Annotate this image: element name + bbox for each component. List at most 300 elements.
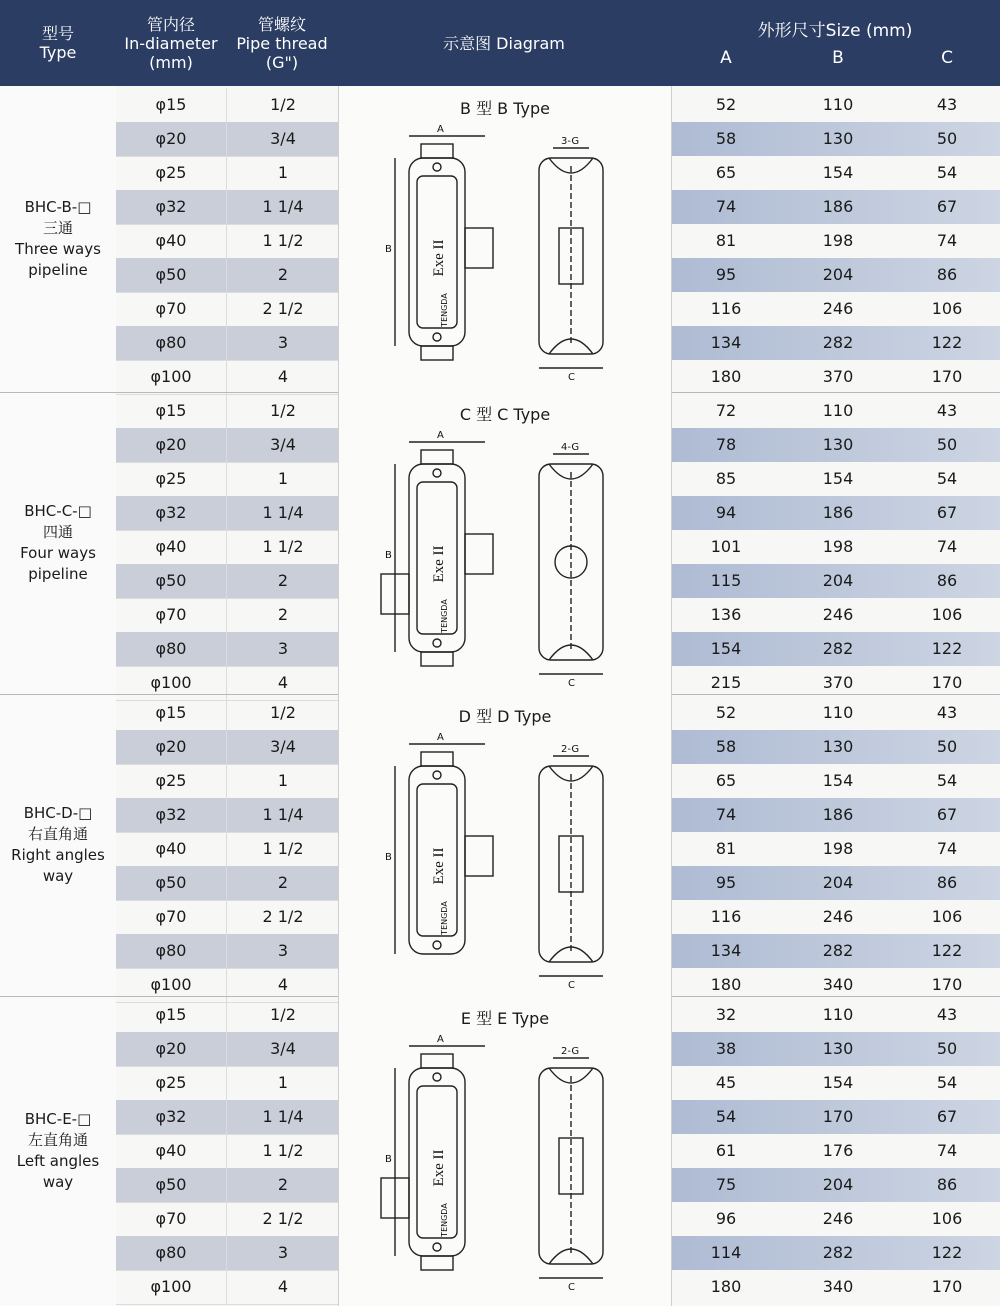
size-b-cell: 130 (822, 129, 854, 148)
diameter-cell: φ50 (116, 866, 226, 901)
diameter-cell: φ70 (116, 900, 226, 935)
size-row (670, 598, 1000, 632)
diameter-cell: φ25 (116, 462, 226, 497)
diameter-cell: φ20 (116, 1032, 226, 1067)
size-a-cell: 115 (710, 571, 742, 590)
diameter-cell: φ15 (116, 696, 226, 731)
size-b-cell: 246 (822, 907, 854, 926)
dim-g-label: 4-G (561, 442, 580, 453)
header-thread-unit: (G") (265, 52, 299, 72)
fitting-drawing (339, 86, 671, 392)
diameter-cell: φ15 (116, 998, 226, 1033)
size-a-cell: 101 (710, 537, 742, 556)
size-a-cell: 180 (710, 1277, 742, 1296)
size-b-cell: 282 (822, 639, 854, 658)
table-row (116, 1168, 338, 1202)
diameter-cell: φ15 (116, 88, 226, 123)
thread-cell: 1 1/2 (226, 1134, 339, 1169)
table-row (116, 564, 338, 598)
header-diameter-unit: (mm) (149, 52, 193, 72)
size-a-cell: 114 (710, 1243, 742, 1262)
size-a-cell: 78 (715, 435, 737, 454)
size-a-cell: 154 (710, 639, 742, 658)
header-col-b: B (832, 48, 844, 68)
size-row (670, 730, 1000, 764)
type-label: Four ways (20, 544, 96, 562)
diameter-cell: φ100 (116, 666, 226, 701)
size-row (670, 428, 1000, 462)
size-a-cell: 65 (715, 771, 737, 790)
size-row (670, 866, 1000, 900)
table-row (116, 258, 338, 292)
size-c-cell: 54 (936, 771, 958, 790)
brand-label: TENGDA (440, 599, 449, 633)
size-c-cell: 106 (931, 907, 963, 926)
size-b-cell: 282 (822, 1243, 854, 1262)
front-view (381, 430, 493, 666)
size-c-cell: 106 (931, 605, 963, 624)
table-row (116, 1236, 338, 1270)
type-label: 三通 (42, 219, 73, 237)
diameter-cell: φ80 (116, 632, 226, 667)
dim-c-label: C (568, 1282, 575, 1293)
thread-cell: 1/2 (226, 998, 339, 1033)
brand-label: TENGDA (440, 901, 449, 935)
dim-c-label: C (568, 372, 575, 383)
front-view (381, 1034, 485, 1270)
diagram-title: E 型 E Type (460, 1009, 550, 1028)
size-row (670, 1202, 1000, 1236)
size-a-cell: 215 (710, 673, 742, 692)
table-row (116, 730, 338, 764)
type-label: 四通 (42, 523, 73, 541)
size-row (670, 530, 1000, 564)
size-c-cell: 86 (936, 571, 958, 590)
exe-mark-label: Exe II (431, 545, 447, 583)
table-row (116, 764, 338, 798)
size-a-cell: 95 (715, 873, 737, 892)
dim-c-label: C (568, 980, 575, 991)
diagram-panel (338, 86, 672, 392)
diameter-cell: φ20 (116, 730, 226, 765)
table-row (116, 394, 338, 428)
size-c-cell: 86 (936, 265, 958, 284)
size-a-cell: 96 (715, 1209, 737, 1228)
table-row (116, 832, 338, 866)
size-a-cell: 61 (715, 1141, 737, 1160)
diameter-cell: φ25 (116, 1066, 226, 1101)
thread-cell: 1 (226, 462, 339, 497)
thread-cell: 1 1/4 (226, 190, 339, 225)
thread-cell: 3 (226, 1236, 339, 1271)
thread-cell: 2 (226, 866, 339, 901)
size-b-cell: 198 (822, 537, 854, 556)
dim-a-label: A (437, 1034, 444, 1045)
size-b-cell: 130 (822, 1039, 854, 1058)
diagram-title: C 型 C Type (459, 405, 551, 424)
size-c-cell: 170 (931, 367, 963, 386)
table-row (116, 598, 338, 632)
thread-cell: 3 (226, 632, 339, 667)
type-label: Three ways (15, 240, 101, 258)
size-b-cell: 154 (822, 469, 854, 488)
diameter-cell: φ32 (116, 1100, 226, 1135)
table-row (116, 1202, 338, 1236)
thread-cell: 1 1/2 (226, 530, 339, 565)
diagram-panel (338, 996, 672, 1306)
table-row (116, 632, 338, 666)
diameter-cell: φ32 (116, 190, 226, 225)
size-b-cell: 130 (822, 737, 854, 756)
table-row (116, 1100, 338, 1134)
size-a-cell: 94 (715, 503, 737, 522)
thread-cell: 1 1/4 (226, 798, 339, 833)
size-c-cell: 67 (936, 503, 958, 522)
size-b-cell: 198 (822, 231, 854, 250)
table-row (116, 292, 338, 326)
size-c-cell: 43 (936, 401, 958, 420)
size-c-cell: 86 (936, 873, 958, 892)
table-row (116, 798, 338, 832)
size-row (670, 764, 1000, 798)
thread-cell: 2 1/2 (226, 292, 339, 327)
diameter-cell: φ100 (116, 360, 226, 395)
size-c-cell: 54 (936, 469, 958, 488)
dim-g-label: 3-G (561, 136, 580, 147)
header-diagram-label: 示意图 Diagram (443, 33, 565, 53)
size-row (670, 798, 1000, 832)
size-a-cell: 58 (715, 129, 737, 148)
type-cell (0, 392, 116, 694)
size-row (670, 122, 1000, 156)
diagram-title: D 型 D Type (458, 707, 552, 726)
header-thread (226, 0, 338, 86)
size-row (670, 998, 1000, 1032)
table-row (116, 696, 338, 730)
size-a-cell: 38 (715, 1039, 737, 1058)
type-label: way (42, 867, 74, 885)
size-a-cell: 180 (710, 367, 742, 386)
type-group (0, 996, 1000, 1306)
size-a-cell: 180 (710, 975, 742, 994)
size-c-cell: 67 (936, 197, 958, 216)
thread-cell: 1 1/4 (226, 496, 339, 531)
type-label: 右直角通 (27, 825, 88, 843)
size-c-cell: 43 (936, 95, 958, 114)
thread-cell: 3/4 (226, 428, 339, 463)
front-view (385, 732, 493, 954)
size-row (670, 1032, 1000, 1066)
type-label: pipeline (28, 261, 88, 279)
type-label: BHC-C-□ (24, 502, 92, 520)
size-c-cell: 50 (936, 1039, 958, 1058)
size-b-cell: 204 (822, 571, 854, 590)
size-a-cell: 95 (715, 265, 737, 284)
type-cell (0, 996, 116, 1306)
size-c-cell: 43 (936, 703, 958, 722)
dim-g-label: 2-G (561, 744, 580, 755)
table-row (116, 1134, 338, 1168)
diameter-cell: φ70 (116, 598, 226, 633)
diameter-cell: φ40 (116, 224, 226, 259)
side-view (539, 1046, 603, 1293)
table-row (116, 934, 338, 968)
size-c-cell: 122 (931, 639, 963, 658)
fitting-drawing (339, 996, 671, 1306)
type-label: BHC-E-□ (24, 1110, 92, 1128)
diameter-cell: φ80 (116, 326, 226, 361)
table-row (116, 900, 338, 934)
side-view (539, 744, 603, 991)
diameter-cell: φ15 (116, 394, 226, 429)
size-a-cell: 45 (715, 1073, 737, 1092)
header-col-c: C (941, 48, 953, 68)
size-row (670, 156, 1000, 190)
front-view (385, 124, 493, 360)
header-thread-en: Pipe thread (236, 33, 328, 53)
thread-cell: 1 1/4 (226, 1100, 339, 1135)
thread-cell: 2 (226, 258, 339, 293)
size-a-cell: 32 (715, 1005, 737, 1024)
size-b-cell: 110 (822, 401, 854, 420)
size-c-cell: 50 (936, 129, 958, 148)
size-row (670, 258, 1000, 292)
type-label: BHC-B-□ (24, 198, 92, 216)
dim-c-label: C (568, 678, 575, 689)
size-b-cell: 340 (822, 1277, 854, 1296)
thread-cell: 3 (226, 934, 339, 969)
size-row (670, 632, 1000, 666)
size-row (670, 496, 1000, 530)
size-row (670, 360, 1000, 394)
size-row (670, 326, 1000, 360)
diagram-panel (338, 392, 672, 694)
size-b-cell: 204 (822, 873, 854, 892)
diameter-cell: φ50 (116, 1168, 226, 1203)
diameter-cell: φ20 (116, 122, 226, 157)
header-diameter-cn: 管内径 (146, 14, 195, 34)
size-row (670, 832, 1000, 866)
size-b-cell: 154 (822, 1073, 854, 1092)
size-a-cell: 134 (710, 333, 742, 352)
size-row (670, 1168, 1000, 1202)
diagram-panel (338, 694, 672, 996)
thread-cell: 1 1/2 (226, 224, 339, 259)
fitting-drawing (339, 392, 671, 694)
size-a-cell: 116 (710, 907, 742, 926)
size-c-cell: 170 (931, 1277, 963, 1296)
type-cell (0, 86, 116, 392)
size-c-cell: 74 (936, 1141, 958, 1160)
size-row (670, 190, 1000, 224)
size-a-cell: 134 (710, 941, 742, 960)
size-c-cell: 50 (936, 737, 958, 756)
size-b-cell: 186 (822, 503, 854, 522)
thread-cell: 2 (226, 1168, 339, 1203)
dim-a-label: A (437, 430, 444, 441)
size-b-cell: 186 (822, 805, 854, 824)
size-row (670, 1236, 1000, 1270)
size-b-cell: 370 (822, 367, 854, 386)
exe-mark-label: Exe II (431, 1149, 447, 1187)
size-b-cell: 282 (822, 941, 854, 960)
size-c-cell: 106 (931, 1209, 963, 1228)
dim-a-label: A (437, 732, 444, 743)
size-a-cell: 58 (715, 737, 737, 756)
header-diagram (338, 0, 670, 86)
size-a-cell: 65 (715, 163, 737, 182)
size-row (670, 224, 1000, 258)
size-c-cell: 74 (936, 839, 958, 858)
table-row (116, 866, 338, 900)
size-c-cell: 106 (931, 299, 963, 318)
size-c-cell: 43 (936, 1005, 958, 1024)
size-a-cell: 52 (715, 95, 737, 114)
table-row (116, 88, 338, 122)
size-b-cell: 340 (822, 975, 854, 994)
diameter-cell: φ40 (116, 832, 226, 867)
size-row (670, 292, 1000, 326)
table-row (116, 122, 338, 156)
dim-b-label: B (385, 852, 392, 863)
size-row (670, 1270, 1000, 1304)
thread-cell: 1/2 (226, 394, 339, 429)
size-b-cell: 176 (822, 1141, 854, 1160)
size-a-cell: 116 (710, 299, 742, 318)
type-cell (0, 694, 116, 996)
side-view (539, 442, 603, 689)
table-row (116, 530, 338, 564)
thread-cell: 3/4 (226, 122, 339, 157)
size-c-cell: 170 (931, 975, 963, 994)
diameter-cell: φ20 (116, 428, 226, 463)
header-type (0, 0, 116, 86)
dim-b-label: B (385, 550, 392, 561)
header-col-a: A (720, 48, 732, 68)
table-row (116, 998, 338, 1032)
size-c-cell: 86 (936, 1175, 958, 1194)
brand-label: TENGDA (440, 293, 449, 327)
size-a-cell: 81 (715, 839, 737, 858)
size-row (670, 394, 1000, 428)
fitting-drawing (339, 694, 671, 996)
header-diameter (116, 0, 226, 86)
dim-b-label: B (385, 244, 392, 255)
table-header (0, 0, 1000, 86)
table-row (116, 1270, 338, 1304)
type-label: BHC-D-□ (23, 804, 93, 822)
size-a-cell: 81 (715, 231, 737, 250)
size-c-cell: 67 (936, 805, 958, 824)
diameter-cell: φ70 (116, 292, 226, 327)
table-row (116, 1032, 338, 1066)
table-row (116, 224, 338, 258)
size-b-cell: 130 (822, 435, 854, 454)
header-size-title: 外形尺寸Size (mm) (757, 21, 913, 41)
dim-g-label: 2-G (561, 1046, 580, 1057)
size-c-cell: 67 (936, 1107, 958, 1126)
thread-cell: 1 (226, 764, 339, 799)
thread-cell: 3 (226, 326, 339, 361)
thread-cell: 4 (226, 360, 339, 395)
table-row (116, 156, 338, 190)
table-row (116, 462, 338, 496)
type-group (0, 694, 1000, 996)
size-c-cell: 122 (931, 333, 963, 352)
type-label: way (42, 1173, 74, 1191)
side-view (539, 136, 603, 383)
header-thread-cn: 管螺纹 (257, 14, 306, 34)
type-group (0, 86, 1000, 392)
size-row (670, 900, 1000, 934)
type-label: Left angles (16, 1152, 100, 1170)
table-row (116, 1066, 338, 1100)
size-b-cell: 154 (822, 163, 854, 182)
size-b-cell: 154 (822, 771, 854, 790)
size-b-cell: 110 (822, 1005, 854, 1024)
size-a-cell: 75 (715, 1175, 737, 1194)
size-row (670, 564, 1000, 598)
size-b-cell: 204 (822, 265, 854, 284)
size-a-cell: 52 (715, 703, 737, 722)
size-row (670, 696, 1000, 730)
diagram-title: B 型 B Type (460, 99, 550, 118)
size-b-cell: 246 (822, 605, 854, 624)
size-b-cell: 204 (822, 1175, 854, 1194)
header-type-en: Type (39, 43, 77, 62)
exe-mark-label: Exe II (431, 847, 447, 885)
size-a-cell: 85 (715, 469, 737, 488)
size-c-cell: 122 (931, 941, 963, 960)
thread-cell: 1 (226, 156, 339, 191)
size-b-cell: 110 (822, 703, 854, 722)
size-a-cell: 74 (715, 197, 737, 216)
brand-label: TENGDA (440, 1203, 449, 1237)
thread-cell: 2 (226, 564, 339, 599)
header-type-cn: 型号 (41, 24, 74, 43)
table-row (116, 428, 338, 462)
diameter-cell: φ100 (116, 968, 226, 1003)
size-c-cell: 170 (931, 673, 963, 692)
diameter-cell: φ25 (116, 764, 226, 799)
table-row (116, 360, 338, 394)
size-b-cell: 186 (822, 197, 854, 216)
size-a-cell: 136 (710, 605, 742, 624)
header-diameter-en: In-diameter (124, 33, 218, 53)
diameter-cell: φ70 (116, 1202, 226, 1237)
size-c-cell: 54 (936, 1073, 958, 1092)
size-b-cell: 246 (822, 1209, 854, 1228)
size-c-cell: 74 (936, 537, 958, 556)
type-label: 左直角通 (27, 1131, 88, 1149)
thread-cell: 2 1/2 (226, 1202, 339, 1237)
size-row (670, 1134, 1000, 1168)
size-c-cell: 54 (936, 163, 958, 182)
size-row (670, 462, 1000, 496)
size-b-cell: 246 (822, 299, 854, 318)
size-row (670, 1066, 1000, 1100)
size-a-cell: 72 (715, 401, 737, 420)
thread-cell: 1 1/2 (226, 832, 339, 867)
size-c-cell: 50 (936, 435, 958, 454)
diameter-cell: φ32 (116, 496, 226, 531)
thread-cell: 3/4 (226, 730, 339, 765)
diameter-cell: φ100 (116, 1270, 226, 1305)
size-row (670, 88, 1000, 122)
diameter-cell: φ25 (116, 156, 226, 191)
diameter-cell: φ50 (116, 258, 226, 293)
thread-cell: 4 (226, 666, 339, 701)
